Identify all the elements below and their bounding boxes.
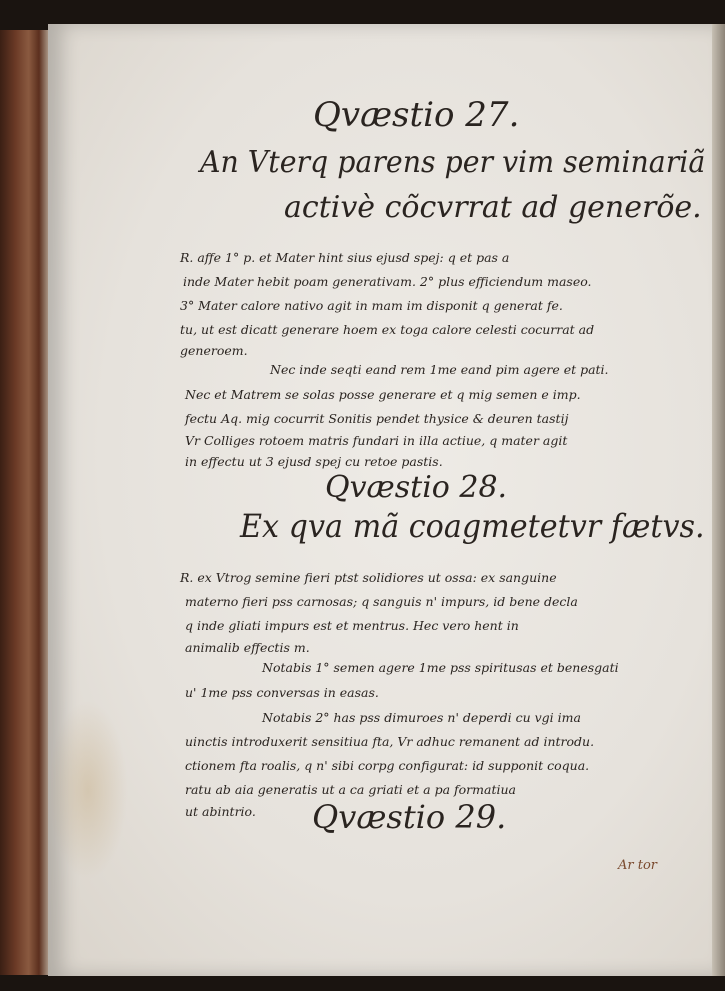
- q28-line-4: animalib effectis m.: [185, 640, 310, 655]
- q27-line-10: in effectu ut 3 ejusd spej cu retoe pastis.: [185, 454, 443, 469]
- q27-line-6: Nec inde seqti eand rem 1me eand pim agere et pati.: [270, 362, 609, 377]
- q27-heading: Qvæstio 27.: [313, 95, 520, 135]
- q27-line-3: 3° Mater calore nativo agit in mam im disponit q generat fe.: [180, 298, 563, 313]
- q27-subtitle-line-1: An Vterq parens per vim seminariã: [200, 145, 706, 180]
- q28-line-6: u' 1me pss conversas in easas.: [185, 685, 379, 700]
- q28-line-1: R. ex Vtrog semine fieri ptst solidiores ut ossa: ex sanguine: [180, 570, 557, 585]
- q27-line-7: Nec et Matrem se solas posse generare et q mig semen e imp.: [185, 387, 581, 402]
- q27-line-8: fectu Aq. mig cocurrit Sonitis pendet thysice & deuren tastij: [185, 411, 569, 426]
- q27-line-1: R. affe 1° p. et Mater hint sius ejusd spej: q et pas a: [180, 250, 510, 265]
- q27-line-9: Vr Colliges rotoem matris fundari in illa actiue, q mater agit: [185, 433, 568, 448]
- q27-subtitle-line-2: activè cõcvrrat ad generõe.: [284, 190, 702, 225]
- q28-line-3: q inde gliati impurs est et mentrus. Hec vero hent in: [185, 618, 519, 633]
- page-stain: [48, 700, 128, 880]
- q28-subtitle: Ex qva mã coagmetetvr fætvs.: [240, 507, 705, 545]
- q28-line-8: uinctis introduxerit sensitiua fta, Vr adhuc remanent ad introdu.: [185, 734, 595, 749]
- q27-line-4: tu, ut est dicatt generare hoem ex toga calore celesti cocurrat ad: [180, 322, 595, 337]
- q28-line-7: Notabis 2° has pss dimuroes n' deperdi cu vgi ima: [262, 710, 581, 725]
- q28-heading: Qvæstio 28.: [325, 470, 508, 505]
- q28-line-5: Notabis 1° semen agere 1me pss spiritusas et benesgati: [262, 660, 619, 675]
- book-spine-edge: [0, 30, 52, 975]
- q28-line-9: ctionem fta roalis, q n' sibi corpg configurat: id supponit coqua.: [185, 758, 590, 773]
- q27-line-5: generoem.: [180, 343, 248, 358]
- q28-line-11: ut abintrio.: [185, 804, 256, 819]
- q28-line-2: materno fieri pss carnosas; q sanguis n' impurs, id bene decla: [185, 594, 578, 609]
- next-page-edge: [712, 24, 725, 976]
- q28-line-10: ratu ab aia generatis ut a ca griati et a pa formatiua: [185, 782, 516, 797]
- q27-line-2: inde Mater hebit poam generativam. 2° plus efficiendum maseo.: [183, 274, 592, 289]
- margin-note: Ar tor: [618, 858, 657, 873]
- q29-heading: Qvæstio 29.: [312, 798, 507, 836]
